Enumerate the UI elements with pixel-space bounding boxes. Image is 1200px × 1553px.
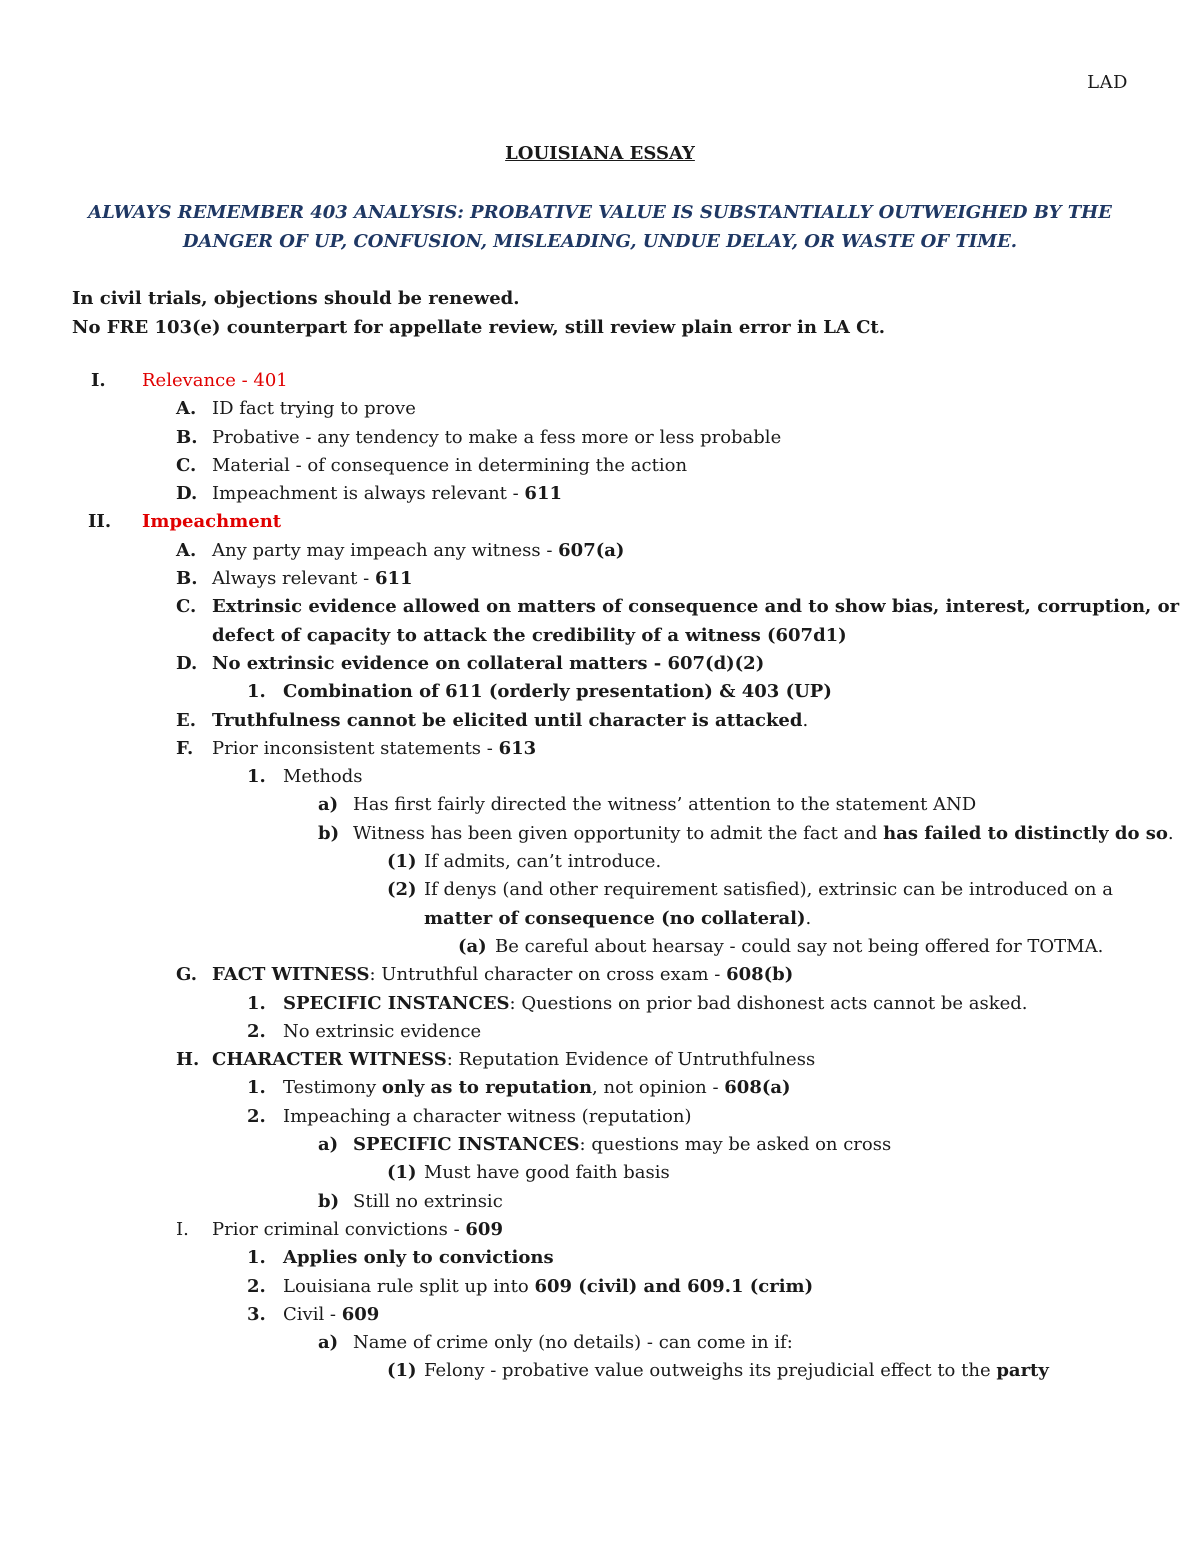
list-item: [0, 593, 1200, 621]
item-body: Truthfulness cannot be elicited until character is attacked: [212, 709, 803, 731]
item-text: Methods: [283, 766, 363, 788]
item-text: [353, 820, 1174, 848]
list-item: [0, 820, 1200, 848]
intro-notes: [72, 284, 885, 342]
list-item: [0, 848, 1200, 876]
rule-ref: 608(a): [724, 1077, 791, 1099]
outline-label: G.: [176, 964, 197, 986]
item-body: : Reputation Evidence of Untruthfulness: [446, 1049, 816, 1071]
item-tail: .: [805, 907, 812, 929]
item-text: [212, 707, 808, 735]
item-text: Material - of consequence in determining the action: [212, 454, 688, 476]
item-text: [212, 537, 624, 565]
list-item: [0, 1074, 1200, 1102]
outline-label: C.: [176, 454, 197, 476]
item-body-2: , not opinion -: [592, 1077, 725, 1099]
item-body: Civil -: [283, 1303, 342, 1325]
outline-label: I.: [176, 1218, 189, 1240]
item-body: : Untruthful character on cross exam -: [369, 964, 727, 986]
list-item: [0, 1244, 1200, 1272]
rule-ref: 609: [465, 1218, 503, 1240]
list-item: [0, 961, 1200, 989]
list-item: [0, 1357, 1200, 1385]
outline-label: 1.: [247, 1247, 266, 1269]
list-item: [0, 678, 1200, 706]
outline-label: I.: [91, 370, 106, 391]
item-text: [283, 1301, 379, 1329]
outline-label: 2.: [247, 1105, 266, 1127]
item-text-line-1: Extrinsic evidence allowed on matters of consequence and to show bias, interest, corruption, or: [212, 596, 1180, 618]
outline-label: A.: [176, 539, 197, 561]
item-emphasis: party: [996, 1360, 1049, 1382]
section-heading: Relevance - 401: [142, 370, 288, 391]
outline-label: a): [318, 794, 339, 816]
outline-label: II.: [88, 511, 112, 533]
item-body: Any party may impeach any witness -: [212, 539, 559, 561]
outline-label: (2): [387, 879, 417, 901]
intro-line-1: In civil trials, objections should be renewed.: [72, 288, 520, 309]
item-text: [212, 735, 536, 763]
item-text: [212, 1046, 815, 1074]
list-item: [0, 876, 1200, 904]
intro-line-2: No FRE 103(e) counterpart for appellate review, still review plain error in LA Ct.: [72, 317, 885, 338]
item-body: Prior inconsistent statements -: [212, 737, 499, 759]
item-text: Probative - any tendency to make a fess more or less probable: [212, 426, 782, 448]
outline-label: H.: [176, 1049, 200, 1071]
list-item: [0, 791, 1200, 819]
item-body: Witness has been given opportunity to admit the fact and: [353, 822, 884, 844]
item-emphasis: has failed to distinctly do so: [883, 822, 1168, 844]
list-item: [0, 1103, 1200, 1131]
list-item: [0, 1018, 1200, 1046]
list-item-continuation: [0, 905, 1200, 933]
outline-label: D.: [176, 652, 198, 674]
item-body: Always relevant -: [212, 568, 375, 590]
outline: [0, 367, 1200, 1386]
item-text: [212, 961, 793, 989]
outline-label: a): [318, 1134, 339, 1156]
item-body: Louisiana rule split up into: [283, 1275, 535, 1297]
list-item: [0, 1329, 1200, 1357]
rule-ref: 613: [498, 737, 537, 759]
outline-label: F.: [176, 737, 194, 759]
item-text: Must have good faith basis: [424, 1162, 670, 1184]
item-emphasis: 609 (civil) and 609.1 (crim): [534, 1275, 814, 1297]
item-text: Impeaching a character witness (reputation): [283, 1105, 692, 1127]
item-emphasis: SPECIFIC INSTANCES: [353, 1134, 580, 1156]
list-item: [0, 707, 1200, 735]
outline-label: 3.: [247, 1303, 266, 1325]
section-relevance: [0, 367, 1200, 395]
item-text: Name of crime only (no details) - can come in if:: [353, 1332, 793, 1354]
rule-ref: 611: [524, 483, 562, 505]
item-text: No extrinsic evidence: [283, 1020, 482, 1042]
list-item: [0, 537, 1200, 565]
list-item: [0, 990, 1200, 1018]
item-text: Be careful about hearsay - could say not being offered for TOTMA.: [495, 935, 1104, 957]
item-body: Felony - probative value outweighs its prejudicial effect to the: [424, 1360, 997, 1382]
list-item: [0, 395, 1200, 423]
outline-label: A.: [176, 398, 197, 420]
list-item: [0, 1046, 1200, 1074]
outline-label: 1.: [247, 766, 266, 788]
document-title: LOUISIANA ESSAY: [505, 143, 695, 164]
analysis-reminder: [60, 198, 1140, 256]
list-item: [0, 1159, 1200, 1187]
item-text: No extrinsic evidence on collateral matters - 607(d)(2): [212, 652, 765, 674]
item-body: Impeachment is always relevant -: [212, 483, 525, 505]
list-item: [0, 735, 1200, 763]
item-text: [283, 1273, 813, 1301]
item-text: Has first fairly directed the witness’ attention to the statement AND: [353, 794, 977, 816]
list-item: [0, 480, 1200, 508]
outline-label: E.: [176, 709, 196, 731]
outline-label: (a): [458, 935, 487, 957]
item-text: [283, 1074, 791, 1102]
item-text: [353, 1131, 891, 1159]
item-text-line-2: defect of capacity to attack the credibility of a witness (607d1): [212, 624, 847, 646]
item-text: If denys (and other requirement satisfied), extrinsic can be introduced on a: [424, 879, 1113, 901]
item-emphasis: CHARACTER WITNESS: [212, 1049, 447, 1071]
item-text: If admits, can’t introduce.: [424, 851, 662, 873]
item-text: Combination of 611 (orderly presentation) & 403 (UP): [283, 681, 832, 703]
rule-ref: 608(b): [726, 964, 794, 986]
outline-label: 1.: [247, 681, 266, 703]
item-text: [424, 1357, 1049, 1385]
list-item: [0, 1273, 1200, 1301]
list-item: [0, 1131, 1200, 1159]
item-body: Prior criminal convictions -: [212, 1218, 466, 1240]
item-body: Testimony: [283, 1077, 382, 1099]
outline-label: a): [318, 1332, 339, 1354]
item-emphasis: SPECIFIC INSTANCES: [283, 992, 510, 1014]
outline-label: B.: [176, 426, 198, 448]
item-text: Applies only to convictions: [283, 1247, 554, 1269]
item-text: [212, 565, 413, 593]
item-body: : Questions on prior bad dishonest acts cannot be asked.: [509, 992, 1028, 1014]
outline-label: 2.: [247, 1275, 266, 1297]
reminder-line-2: DANGER OF UP, CONFUSION, MISLEADING, UNDUE DELAY, OR WASTE OF TIME.: [182, 231, 1018, 252]
list-item: [0, 452, 1200, 480]
item-emphasis: FACT WITNESS: [212, 964, 370, 986]
list-item: [0, 763, 1200, 791]
list-item: [0, 1216, 1200, 1244]
outline-label: (1): [387, 1360, 417, 1382]
list-item: [0, 565, 1200, 593]
item-tail: .: [1167, 822, 1174, 844]
outline-label: 1.: [247, 992, 266, 1014]
list-item: [0, 424, 1200, 452]
outline-label: D.: [176, 483, 198, 505]
item-text: ID fact trying to prove: [212, 398, 416, 420]
item-text: Still no extrinsic: [353, 1190, 503, 1212]
list-item: [0, 933, 1200, 961]
item-text-line-2: [424, 905, 811, 933]
outline-label: 1.: [247, 1077, 266, 1099]
outline-label: (1): [387, 851, 417, 873]
page-header-initials: LAD: [1087, 72, 1128, 93]
outline-label: b): [318, 822, 340, 844]
outline-label: C.: [176, 596, 197, 618]
outline-label: B.: [176, 568, 198, 590]
item-text: [212, 480, 562, 508]
outline-label: b): [318, 1190, 340, 1212]
reminder-line-1: ALWAYS REMEMBER 403 ANALYSIS: PROBATIVE VALUE IS SUBSTANTIALLY OUTWEIGHED BY THE: [88, 202, 1112, 223]
list-item: [0, 650, 1200, 678]
outline-label: (1): [387, 1162, 417, 1184]
section-heading: Impeachment: [142, 511, 282, 533]
outline-label: 2.: [247, 1020, 266, 1042]
list-item: [0, 1188, 1200, 1216]
list-item: [0, 1301, 1200, 1329]
rule-ref: 607(a): [558, 539, 625, 561]
item-emphasis: only as to reputation: [381, 1077, 593, 1099]
item-emphasis: matter of consequence (no collateral): [424, 907, 806, 929]
list-item-continuation: [0, 622, 1200, 650]
item-body: : questions may be asked on cross: [579, 1134, 892, 1156]
section-impeachment: [0, 508, 1200, 536]
item-text: [212, 1216, 503, 1244]
rule-ref: 609: [341, 1303, 380, 1325]
item-tail: .: [802, 709, 809, 731]
item-text: [283, 990, 1028, 1018]
rule-ref: 611: [374, 568, 413, 590]
